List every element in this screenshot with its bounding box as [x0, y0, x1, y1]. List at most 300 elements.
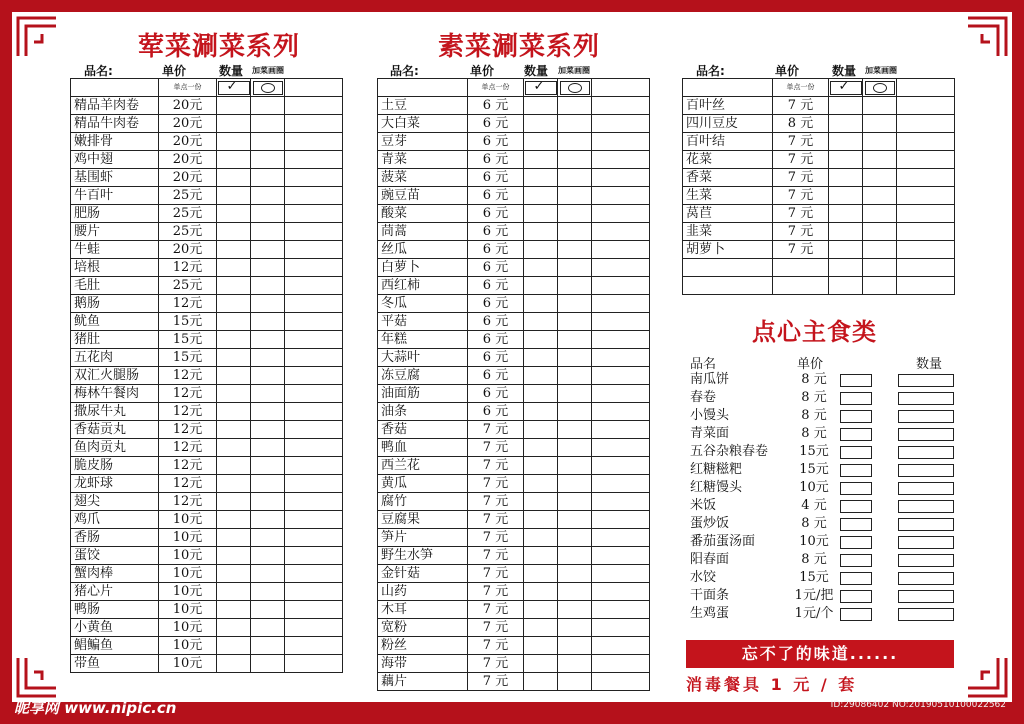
tableware-fee-note: 消毒餐具 1 元 / 套	[686, 675, 858, 694]
qty-circle-cell[interactable]	[558, 295, 592, 313]
qty-check-cell[interactable]	[217, 565, 251, 583]
qty-circle-cell[interactable]	[558, 223, 592, 241]
qty-circle-cell[interactable]	[251, 547, 285, 565]
dimsum-item-name: 水饺	[690, 570, 717, 585]
qty-circle-cell[interactable]	[863, 187, 897, 205]
table-row	[71, 349, 343, 367]
qty-circle-cell[interactable]	[558, 493, 592, 511]
dimsum-qty-box[interactable]	[898, 410, 954, 423]
item-price: 10元	[159, 583, 217, 601]
qty-check-cell[interactable]	[217, 439, 251, 457]
qty-check-cell[interactable]	[217, 97, 251, 115]
qty-extra-cell[interactable]	[592, 223, 650, 241]
dimsum-check-box[interactable]	[840, 374, 872, 387]
table-row	[378, 259, 650, 277]
qty-check-cell[interactable]	[829, 241, 863, 259]
qty-extra-cell[interactable]	[285, 259, 343, 277]
qty-circle-cell[interactable]	[558, 547, 592, 565]
qty-check-cell[interactable]	[217, 457, 251, 475]
qty-extra-cell[interactable]	[897, 241, 955, 259]
qty-circle-cell[interactable]	[558, 655, 592, 673]
dimsum-check-box[interactable]	[840, 608, 872, 621]
qty-check-cell[interactable]	[524, 529, 558, 547]
qty-circle-cell[interactable]	[558, 277, 592, 295]
qty-extra-cell[interactable]	[285, 565, 343, 583]
qty-circle-cell[interactable]	[251, 619, 285, 637]
qty-extra-cell[interactable]	[592, 655, 650, 673]
qty-extra-cell[interactable]	[592, 367, 650, 385]
item-name: 鱼肉贡丸	[71, 439, 159, 457]
qty-circle-cell[interactable]	[558, 565, 592, 583]
item-name: 五花肉	[71, 349, 159, 367]
veg2-check-cell	[829, 79, 863, 97]
qty-extra-cell[interactable]	[592, 151, 650, 169]
dimsum-qty-box[interactable]	[898, 536, 954, 549]
qty-extra-cell[interactable]	[897, 115, 955, 133]
dimsum-check-box[interactable]	[840, 536, 872, 549]
dimsum-check-box[interactable]	[840, 518, 872, 531]
table-row	[378, 637, 650, 655]
qty-circle-cell[interactable]	[558, 457, 592, 475]
dimsum-qty-box[interactable]	[898, 392, 954, 405]
table-row	[71, 295, 343, 313]
qty-check-cell[interactable]	[524, 655, 558, 673]
qty-extra-cell[interactable]	[285, 151, 343, 169]
qty-circle-cell[interactable]	[558, 367, 592, 385]
qty-check-cell[interactable]	[217, 169, 251, 187]
qty-extra-cell[interactable]	[592, 313, 650, 331]
qty-extra-cell[interactable]	[592, 97, 650, 115]
qty-circle-cell[interactable]	[251, 637, 285, 655]
qty-circle-cell[interactable]	[251, 187, 285, 205]
qty-check-cell[interactable]	[524, 439, 558, 457]
qty-check-cell[interactable]	[829, 223, 863, 241]
qty-check-cell[interactable]	[829, 169, 863, 187]
dimsum-check-box[interactable]	[840, 446, 872, 459]
item-price: 7 元	[468, 547, 524, 565]
table-row	[71, 637, 343, 655]
qty-extra-cell[interactable]	[285, 439, 343, 457]
qty-extra-cell[interactable]	[285, 169, 343, 187]
qty-circle-cell[interactable]	[863, 115, 897, 133]
qty-check-cell[interactable]	[524, 97, 558, 115]
qty-circle-cell[interactable]	[251, 277, 285, 295]
qty-check-cell[interactable]	[829, 187, 863, 205]
qty-circle-cell[interactable]	[558, 637, 592, 655]
item-price: 12元	[159, 367, 217, 385]
qty-extra-cell[interactable]	[285, 601, 343, 619]
qty-check-cell[interactable]	[524, 601, 558, 619]
qty-extra-cell[interactable]	[285, 205, 343, 223]
qty-circle-cell[interactable]	[558, 259, 592, 277]
qty-circle-cell[interactable]	[251, 295, 285, 313]
item-price: 6 元	[468, 187, 524, 205]
dimsum-qty-box[interactable]	[898, 464, 954, 477]
item-name: 鸭血	[378, 439, 468, 457]
qty-extra-cell[interactable]	[592, 511, 650, 529]
qty-circle-cell[interactable]	[558, 241, 592, 259]
qty-circle-cell[interactable]	[251, 367, 285, 385]
qty-circle-cell[interactable]	[863, 169, 897, 187]
qty-extra-cell[interactable]	[592, 529, 650, 547]
qty-circle-cell[interactable]	[251, 259, 285, 277]
dimsum-qty-box[interactable]	[898, 590, 954, 603]
qty-check-cell[interactable]	[217, 133, 251, 151]
qty-check-cell[interactable]	[524, 457, 558, 475]
qty-circle-cell[interactable]	[251, 241, 285, 259]
qty-extra-cell[interactable]	[285, 223, 343, 241]
qty-extra-cell[interactable]	[897, 151, 955, 169]
qty-check-cell[interactable]	[829, 133, 863, 151]
dimsum-qty-box[interactable]	[898, 500, 954, 513]
dimsum-qty-box[interactable]	[898, 554, 954, 567]
qty-extra-cell[interactable]	[285, 421, 343, 439]
qty-circle-cell[interactable]	[558, 385, 592, 403]
dimsum-check-box[interactable]	[840, 482, 872, 495]
qty-check-cell[interactable]	[217, 115, 251, 133]
qty-check-cell[interactable]	[524, 151, 558, 169]
qty-check-cell[interactable]	[524, 511, 558, 529]
qty-extra-cell[interactable]	[897, 277, 955, 295]
qty-circle-cell[interactable]	[251, 331, 285, 349]
qty-check-cell[interactable]	[524, 277, 558, 295]
qty-circle-cell[interactable]	[558, 97, 592, 115]
table-row	[378, 277, 650, 295]
dimsum-check-box[interactable]	[840, 554, 872, 567]
qty-circle-cell[interactable]	[558, 601, 592, 619]
qty-extra-cell[interactable]	[592, 547, 650, 565]
dimsum-qty-box[interactable]	[898, 518, 954, 531]
table-row	[378, 115, 650, 133]
qty-circle-cell[interactable]	[558, 115, 592, 133]
dimsum-qty-box[interactable]	[898, 608, 954, 621]
qty-extra-cell[interactable]	[592, 583, 650, 601]
qty-check-cell[interactable]	[524, 565, 558, 583]
item-price: 7 元	[468, 439, 524, 457]
qty-check-cell[interactable]	[524, 403, 558, 421]
qty-check-cell[interactable]	[217, 421, 251, 439]
veg-section-title: 素菜涮菜系列	[438, 32, 601, 62]
qty-check-cell[interactable]	[524, 583, 558, 601]
qty-check-cell[interactable]	[524, 349, 558, 367]
table-row	[378, 187, 650, 205]
qty-check-cell[interactable]	[524, 619, 558, 637]
qty-circle-cell[interactable]	[558, 313, 592, 331]
item-price: 7 元	[773, 151, 829, 169]
dimsum-header-name: 品名	[690, 357, 717, 372]
qty-extra-cell[interactable]	[285, 367, 343, 385]
table-row	[71, 133, 343, 151]
qty-circle-cell[interactable]	[558, 421, 592, 439]
qty-check-cell[interactable]	[217, 385, 251, 403]
qty-check-cell[interactable]	[829, 205, 863, 223]
qty-extra-cell[interactable]	[285, 403, 343, 421]
qty-extra-cell[interactable]	[285, 529, 343, 547]
qty-extra-cell[interactable]	[285, 295, 343, 313]
qty-circle-cell[interactable]	[251, 223, 285, 241]
qty-extra-cell[interactable]	[592, 421, 650, 439]
qty-check-cell[interactable]	[217, 475, 251, 493]
qty-extra-cell[interactable]	[897, 169, 955, 187]
qty-extra-cell[interactable]	[592, 565, 650, 583]
veg2-header-qty: 数量	[832, 64, 857, 78]
qty-circle-cell[interactable]	[558, 475, 592, 493]
qty-extra-cell[interactable]	[285, 385, 343, 403]
qty-extra-cell[interactable]	[592, 637, 650, 655]
qty-check-cell[interactable]	[217, 331, 251, 349]
dimsum-qty-box[interactable]	[898, 428, 954, 441]
qty-circle-cell[interactable]	[251, 511, 285, 529]
qty-circle-cell[interactable]	[863, 277, 897, 295]
qty-circle-cell[interactable]	[251, 313, 285, 331]
qty-check-cell[interactable]	[217, 583, 251, 601]
qty-circle-cell[interactable]	[558, 403, 592, 421]
qty-check-cell[interactable]	[524, 241, 558, 259]
qty-check-cell[interactable]	[217, 205, 251, 223]
qty-circle-cell[interactable]	[251, 565, 285, 583]
qty-extra-cell[interactable]	[285, 511, 343, 529]
qty-extra-cell[interactable]	[285, 115, 343, 133]
dimsum-item-name: 五谷杂粮春卷	[690, 444, 769, 459]
qty-extra-cell[interactable]	[592, 133, 650, 151]
qty-circle-cell[interactable]	[558, 619, 592, 637]
qty-check-cell[interactable]	[217, 601, 251, 619]
qty-check-cell[interactable]	[524, 313, 558, 331]
qty-check-cell[interactable]	[217, 241, 251, 259]
qty-check-cell[interactable]	[524, 547, 558, 565]
dimsum-check-box[interactable]	[840, 392, 872, 405]
qty-check-cell[interactable]	[524, 421, 558, 439]
dimsum-qty-box[interactable]	[898, 482, 954, 495]
qty-check-cell[interactable]	[217, 529, 251, 547]
qty-check-cell[interactable]	[217, 619, 251, 637]
dimsum-check-box[interactable]	[840, 590, 872, 603]
qty-circle-cell[interactable]	[558, 349, 592, 367]
qty-check-cell[interactable]	[217, 493, 251, 511]
table-row	[378, 205, 650, 223]
qty-extra-cell[interactable]	[592, 673, 650, 691]
qty-check-cell[interactable]	[524, 115, 558, 133]
qty-circle-cell[interactable]	[558, 151, 592, 169]
veg-header-extra: 加菜画圈	[558, 66, 590, 75]
qty-circle-cell[interactable]	[863, 223, 897, 241]
dimsum-check-box[interactable]	[840, 428, 872, 441]
qty-extra-cell[interactable]	[592, 493, 650, 511]
qty-extra-cell[interactable]	[285, 97, 343, 115]
dimsum-check-box[interactable]	[840, 500, 872, 513]
qty-extra-cell[interactable]	[592, 457, 650, 475]
qty-extra-cell[interactable]	[592, 241, 650, 259]
qty-extra-cell[interactable]	[592, 439, 650, 457]
qty-check-cell[interactable]	[217, 295, 251, 313]
dimsum-item-name: 番茄蛋汤面	[690, 534, 756, 549]
qty-check-cell[interactable]	[217, 637, 251, 655]
qty-circle-cell[interactable]	[251, 493, 285, 511]
qty-extra-cell[interactable]	[897, 223, 955, 241]
table-row	[378, 583, 650, 601]
item-price: 7 元	[773, 223, 829, 241]
item-price: 6 元	[468, 151, 524, 169]
qty-circle-cell[interactable]	[251, 439, 285, 457]
table-row	[683, 277, 955, 295]
qty-check-cell[interactable]	[524, 259, 558, 277]
qty-circle-cell[interactable]	[863, 205, 897, 223]
qty-check-cell[interactable]	[524, 331, 558, 349]
qty-circle-cell[interactable]	[558, 511, 592, 529]
qty-extra-cell[interactable]	[592, 331, 650, 349]
qty-extra-cell[interactable]	[285, 655, 343, 673]
qty-circle-cell[interactable]	[251, 385, 285, 403]
item-name: 蛋饺	[71, 547, 159, 565]
qty-extra-cell[interactable]	[285, 133, 343, 151]
qty-check-cell[interactable]	[829, 115, 863, 133]
qty-circle-cell[interactable]	[251, 529, 285, 547]
qty-check-cell[interactable]	[829, 97, 863, 115]
qty-extra-cell[interactable]	[592, 403, 650, 421]
qty-circle-cell[interactable]	[558, 133, 592, 151]
dimsum-check-box[interactable]	[840, 464, 872, 477]
item-price: 20元	[159, 133, 217, 151]
item-name: 肥肠	[71, 205, 159, 223]
qty-check-cell[interactable]	[524, 295, 558, 313]
qty-check-cell[interactable]	[524, 493, 558, 511]
qty-circle-cell[interactable]	[251, 403, 285, 421]
qty-check-cell[interactable]	[217, 259, 251, 277]
qty-circle-cell[interactable]	[251, 583, 285, 601]
qty-check-cell[interactable]	[217, 511, 251, 529]
qty-extra-cell[interactable]	[897, 205, 955, 223]
qty-extra-cell[interactable]	[592, 205, 650, 223]
qty-check-cell[interactable]	[524, 205, 558, 223]
qty-circle-cell[interactable]	[558, 529, 592, 547]
qty-circle-cell[interactable]	[251, 115, 285, 133]
qty-circle-cell[interactable]	[863, 241, 897, 259]
qty-circle-cell[interactable]	[251, 655, 285, 673]
dimsum-qty-box[interactable]	[898, 572, 954, 585]
table-row	[71, 511, 343, 529]
qty-extra-cell[interactable]	[897, 259, 955, 277]
item-name: 藕片	[378, 673, 468, 691]
dimsum-qty-box[interactable]	[898, 374, 954, 387]
table-row	[378, 439, 650, 457]
qty-circle-cell[interactable]	[251, 475, 285, 493]
qty-extra-cell[interactable]	[592, 385, 650, 403]
qty-extra-cell[interactable]	[592, 277, 650, 295]
qty-check-cell[interactable]	[829, 151, 863, 169]
qty-check-cell[interactable]	[217, 277, 251, 295]
table-row	[683, 187, 955, 205]
qty-extra-cell[interactable]	[897, 97, 955, 115]
qty-extra-cell[interactable]	[592, 259, 650, 277]
qty-extra-cell[interactable]	[285, 313, 343, 331]
qty-circle-cell[interactable]	[251, 457, 285, 475]
qty-extra-cell[interactable]	[285, 583, 343, 601]
qty-check-cell[interactable]	[524, 475, 558, 493]
qty-extra-cell[interactable]	[592, 475, 650, 493]
qty-check-cell[interactable]	[524, 133, 558, 151]
qty-circle-cell[interactable]	[251, 421, 285, 439]
qty-check-cell[interactable]	[217, 655, 251, 673]
qty-circle-cell[interactable]	[251, 601, 285, 619]
meat-menu-table	[70, 78, 343, 673]
qty-extra-cell[interactable]	[592, 601, 650, 619]
qty-extra-cell[interactable]	[592, 619, 650, 637]
qty-extra-cell[interactable]	[285, 331, 343, 349]
qty-circle-cell[interactable]	[251, 349, 285, 367]
qty-check-cell[interactable]	[217, 151, 251, 169]
qty-check-cell[interactable]	[524, 367, 558, 385]
qty-extra-cell[interactable]	[285, 277, 343, 295]
qty-extra-cell[interactable]	[285, 241, 343, 259]
qty-circle-cell[interactable]	[558, 331, 592, 349]
qty-circle-cell[interactable]	[558, 205, 592, 223]
qty-check-cell[interactable]	[524, 187, 558, 205]
qty-extra-cell[interactable]	[285, 619, 343, 637]
qty-check-cell[interactable]	[217, 367, 251, 385]
qty-check-cell[interactable]	[829, 277, 863, 295]
dimsum-qty-box[interactable]	[898, 446, 954, 459]
qty-check-cell[interactable]	[524, 223, 558, 241]
qty-extra-cell[interactable]	[285, 187, 343, 205]
qty-check-cell[interactable]	[524, 169, 558, 187]
qty-check-cell[interactable]	[217, 403, 251, 421]
qty-check-cell[interactable]	[217, 547, 251, 565]
item-name: 土豆	[378, 97, 468, 115]
qty-circle-cell[interactable]	[863, 151, 897, 169]
qty-extra-cell[interactable]	[285, 457, 343, 475]
qty-extra-cell[interactable]	[592, 187, 650, 205]
qty-check-cell[interactable]	[524, 385, 558, 403]
qty-circle-cell[interactable]	[558, 169, 592, 187]
qty-check-cell[interactable]	[217, 187, 251, 205]
qty-circle-cell[interactable]	[863, 97, 897, 115]
qty-extra-cell[interactable]	[592, 169, 650, 187]
qty-extra-cell[interactable]	[285, 637, 343, 655]
qty-extra-cell[interactable]	[592, 295, 650, 313]
qty-extra-cell[interactable]	[285, 547, 343, 565]
qty-extra-cell[interactable]	[592, 349, 650, 367]
item-name: 西红柿	[378, 277, 468, 295]
qty-check-cell[interactable]	[524, 637, 558, 655]
qty-check-cell[interactable]	[217, 313, 251, 331]
qty-circle-cell[interactable]	[558, 673, 592, 691]
qty-extra-cell[interactable]	[592, 115, 650, 133]
qty-extra-cell[interactable]	[285, 493, 343, 511]
qty-circle-cell[interactable]	[251, 151, 285, 169]
qty-circle-cell[interactable]	[863, 133, 897, 151]
qty-check-cell[interactable]	[829, 259, 863, 277]
qty-circle-cell[interactable]	[251, 133, 285, 151]
qty-circle-cell[interactable]	[558, 583, 592, 601]
dimsum-check-box[interactable]	[840, 410, 872, 423]
qty-check-cell[interactable]	[524, 673, 558, 691]
veg2-header-price: 单价	[775, 64, 800, 78]
qty-circle-cell[interactable]	[558, 439, 592, 457]
qty-circle-cell[interactable]	[251, 97, 285, 115]
qty-extra-cell[interactable]	[897, 187, 955, 205]
qty-check-cell[interactable]	[217, 223, 251, 241]
dimsum-check-box[interactable]	[840, 572, 872, 585]
qty-extra-cell[interactable]	[897, 133, 955, 151]
qty-circle-cell[interactable]	[251, 169, 285, 187]
qty-check-cell[interactable]	[217, 349, 251, 367]
item-name: 青菜	[378, 151, 468, 169]
qty-circle-cell[interactable]	[251, 205, 285, 223]
qty-circle-cell[interactable]	[558, 187, 592, 205]
qty-extra-cell[interactable]	[285, 349, 343, 367]
qty-circle-cell[interactable]	[863, 259, 897, 277]
qty-extra-cell[interactable]	[285, 475, 343, 493]
